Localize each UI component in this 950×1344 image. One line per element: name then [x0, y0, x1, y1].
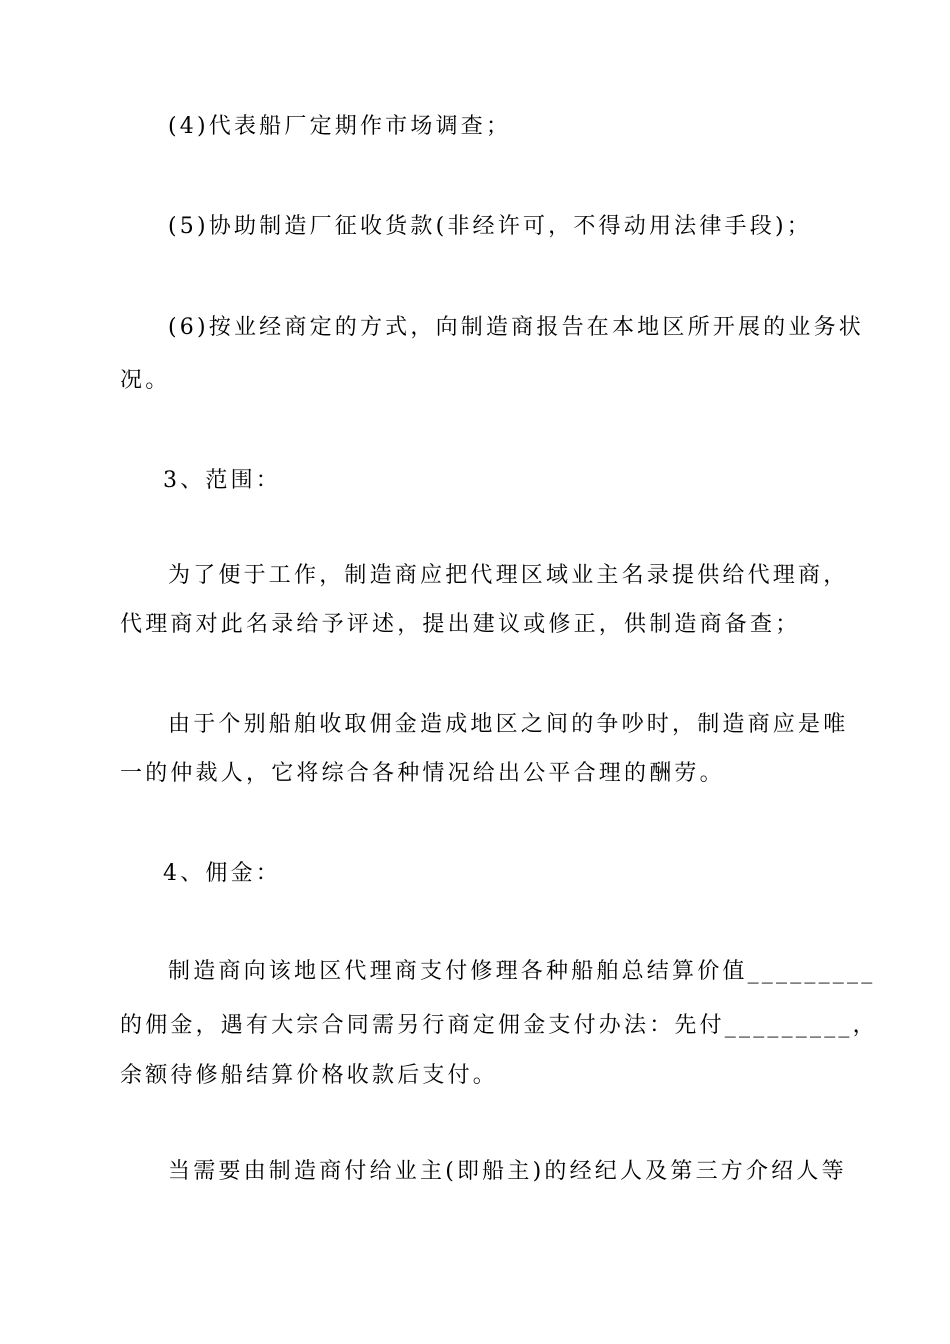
commission-paragraph-line-2: 的佣金，遇有大宗合同需另行商定佣金支付办法：先付_________， — [120, 1013, 878, 1038]
scope-paragraph-1-line-2: 代理商对此名录给予评述，提出建议或修正，供制造商备查； — [120, 612, 801, 637]
scope-paragraph-2-line-2: 一的仲裁人，它将综合各种情况给出公平合理的酬劳。 — [120, 761, 725, 786]
item-6-report-line-2: 况。 — [120, 368, 171, 393]
item-6-report-line-1: (6)按业经商定的方式，向制造商报告在本地区所开展的业务状 — [168, 315, 864, 340]
broker-paragraph-line-1: 当需要由制造商付给业主(即船主)的经纪人及第三方介绍人等 — [168, 1159, 847, 1184]
section-4-heading: 4、佣金： — [163, 861, 281, 886]
commission-paragraph-line-3: 余额待修船结算价格收款后支付。 — [120, 1063, 499, 1088]
scope-paragraph-1-line-1: 为了便于工作，制造商应把代理区域业主名录提供给代理商， — [168, 563, 849, 588]
commission-paragraph-line-1: 制造商向该地区代理商支付修理各种船舶总结算价值_________ — [168, 959, 876, 984]
item-5-collect-payment: (5)协助制造厂征收货款(非经许可，不得动用法律手段)； — [168, 214, 812, 239]
section-3-heading: 3、范围： — [163, 468, 281, 493]
scope-paragraph-2-line-1: 由于个别船舶收取佣金造成地区之间的争吵时，制造商应是唯 — [168, 712, 849, 737]
item-4-market-survey: (4)代表船厂定期作市场调查； — [168, 114, 512, 139]
